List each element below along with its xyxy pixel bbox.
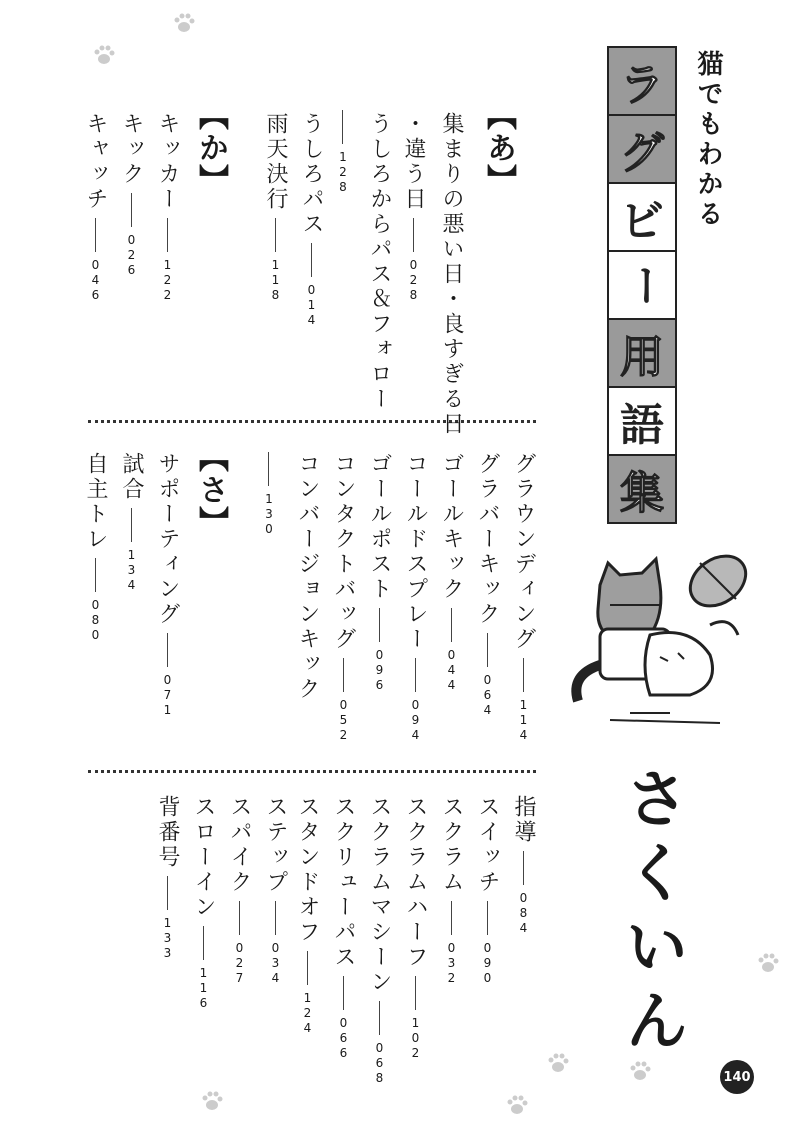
subtitle: 猫でもわかる [693, 50, 723, 230]
leader-line [203, 926, 204, 960]
entry-term: スローイン [191, 795, 216, 920]
index-entry [438, 452, 464, 693]
index-entry [262, 452, 275, 537]
leader-line [167, 218, 168, 252]
entry-term: コンバージョンキック [295, 452, 320, 702]
entry-term: 背番号 [155, 795, 180, 870]
heading-a: 【あ】 [481, 100, 516, 196]
leader-line [167, 876, 168, 910]
index-label: さくいん [614, 765, 688, 1061]
paw-print-icon [628, 1060, 652, 1084]
section-divider [88, 770, 536, 773]
leader-line [523, 658, 524, 692]
index-entry [402, 452, 428, 743]
entry-page: 134 [124, 548, 139, 593]
entry-term: キャッチ [83, 112, 108, 212]
leader-line [379, 608, 380, 642]
entry-term: キッカー [155, 112, 180, 212]
index-entry [438, 112, 464, 437]
leader-line [311, 243, 312, 277]
entry-term: 試合 [119, 452, 144, 502]
index-entry [294, 452, 320, 702]
entry-page: 034 [268, 941, 283, 986]
entry-term: コールドスプレー [403, 452, 428, 652]
leader-line [95, 558, 96, 592]
cat-tail [576, 665, 600, 701]
index-entry [438, 795, 464, 986]
index-entry [262, 112, 288, 303]
index-entry [402, 795, 428, 1061]
entry-page: 027 [232, 941, 247, 986]
leader-line [343, 976, 344, 1010]
index-entry [118, 112, 144, 278]
title-char: 集 [607, 454, 677, 524]
leader-line [413, 218, 414, 252]
entry-term: スタンドオフ [295, 795, 320, 945]
index-entry [118, 452, 144, 593]
entry-term: うしろからパス＆フォロー [367, 112, 392, 412]
leader-line [275, 218, 276, 252]
entry-page: 090 [480, 941, 495, 986]
title-char: ラ [607, 46, 677, 116]
index-entry [510, 795, 536, 936]
entry-page: 133 [160, 916, 175, 961]
entry-term: 指導 [511, 795, 536, 845]
entry-term: ステップ [263, 795, 288, 895]
entry-page: 014 [304, 283, 319, 328]
index-entry [366, 112, 392, 412]
leader-line [523, 851, 524, 885]
entry-page: 028 [406, 258, 421, 303]
entry-page: 066 [336, 1016, 351, 1061]
entry-page: 026 [124, 233, 139, 278]
entry-page: 096 [372, 648, 387, 693]
entry-page: 118 [268, 258, 283, 303]
entry-page: 080 [88, 598, 103, 643]
leader-line [307, 951, 308, 985]
entry-term: スクラムマシーン [367, 795, 392, 995]
entry-term: 雨天決行 [263, 112, 288, 212]
paw-print-icon [92, 44, 116, 68]
leader-line [275, 901, 276, 935]
leader-line [239, 901, 240, 935]
index-entry [330, 795, 356, 1061]
entry-page: 114 [516, 698, 531, 743]
leader-line [131, 193, 132, 227]
entry-page: 046 [88, 258, 103, 303]
title-char: 用 [607, 318, 677, 388]
entry-term: 自主トレ [83, 452, 108, 552]
paw-print-icon [200, 1090, 224, 1114]
leader-line [342, 110, 343, 144]
entry-term: スクラムハーフ [403, 795, 428, 970]
entry-page: 116 [196, 966, 211, 1011]
entry-page: 094 [408, 698, 423, 743]
cat-body-tackled [645, 633, 713, 696]
section-divider [88, 420, 536, 423]
index-entry [336, 112, 349, 195]
index-entry [262, 795, 288, 986]
index-entry [154, 112, 180, 303]
index-entry [154, 452, 180, 718]
entry-term: グラバーキック [475, 452, 500, 627]
entry-term: スクラム [439, 795, 464, 895]
entry-page: 084 [516, 891, 531, 936]
leader-line [379, 1001, 380, 1035]
entry-term: スイッチ [475, 795, 500, 895]
entry-term: サポーティング [155, 452, 180, 627]
paw-print-icon [756, 952, 780, 976]
title-char: グ [607, 114, 677, 184]
entry-page: 044 [444, 648, 459, 693]
entry-term: コンタクトバッグ [331, 452, 356, 652]
leader-line [415, 658, 416, 692]
entry-term: スクリューパス [331, 795, 356, 970]
entry-page: 064 [480, 673, 495, 718]
index-entry [330, 452, 356, 743]
entry-page: 130 [262, 492, 276, 537]
paw-print-icon [172, 12, 196, 36]
leader-line [451, 608, 452, 642]
title-char: ー [607, 250, 677, 320]
entry-term: 集まりの悪い日・良すぎる日 [439, 112, 464, 437]
index-entry [294, 795, 320, 1036]
paw-print-icon [505, 1094, 529, 1118]
title-strip [607, 46, 677, 522]
index-entry [298, 112, 324, 328]
entry-page: 122 [160, 258, 175, 303]
leader-line [268, 452, 269, 486]
entry-term: キック [119, 112, 144, 187]
entry-term: ゴールポスト [367, 452, 392, 602]
leader-line [95, 218, 96, 252]
page-number-badge: 140 [720, 1060, 754, 1094]
leader-line [451, 901, 452, 935]
index-entry [190, 795, 216, 1011]
entry-page: 128 [336, 150, 350, 195]
entry-term: グラウンディング [511, 452, 536, 652]
heading-sa: 【さ】 [193, 442, 228, 538]
heading-ka: 【か】 [193, 100, 228, 196]
leader-line [343, 658, 344, 692]
leader-line [131, 508, 132, 542]
entry-term: うしろパス [299, 112, 324, 237]
title-char: 語 [607, 386, 677, 456]
entry-term: ゴールキック [439, 452, 464, 602]
index-entry [366, 795, 392, 1086]
index-entry [510, 452, 536, 743]
entry-term: ・違う日 [401, 112, 426, 212]
entry-page: 068 [372, 1041, 387, 1086]
entry-page: 052 [336, 698, 351, 743]
index-entry [474, 452, 500, 718]
index-entry [82, 452, 108, 643]
leader-line [415, 976, 416, 1010]
index-entry [82, 112, 108, 303]
leader-line [167, 633, 168, 667]
entry-page: 032 [444, 941, 459, 986]
leader-line [487, 633, 488, 667]
entry-term: スパイク [227, 795, 252, 895]
index-entry [366, 452, 392, 693]
entry-page: 071 [160, 673, 175, 718]
index-entry [154, 795, 180, 961]
index-entry [474, 795, 500, 986]
entry-page: 124 [300, 991, 315, 1036]
cat-rugby-illustration [560, 545, 760, 735]
index-entry [226, 795, 252, 986]
paw-print-icon [546, 1052, 570, 1076]
entry-page: 102 [408, 1016, 423, 1061]
index-entry [400, 112, 426, 303]
title-char: ビ [607, 182, 677, 252]
leader-line [487, 901, 488, 935]
